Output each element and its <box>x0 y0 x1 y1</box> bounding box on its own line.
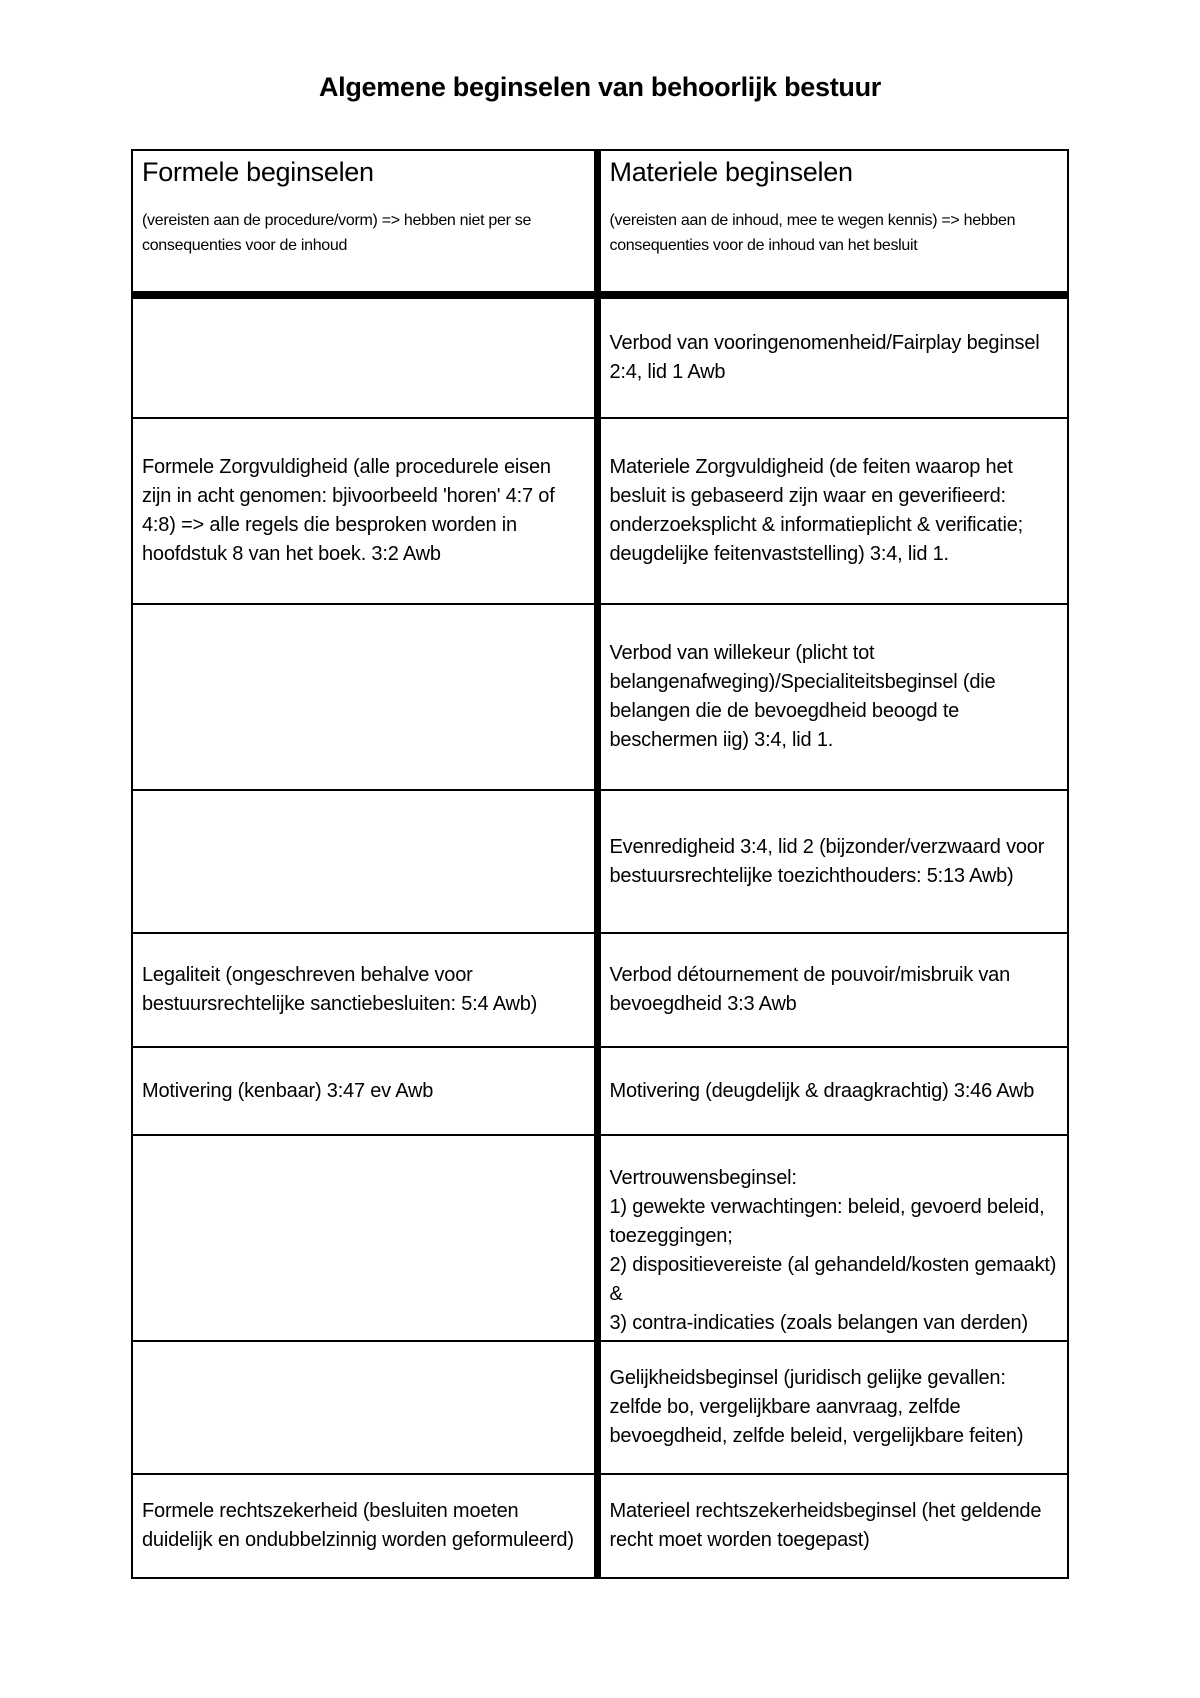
header-formal-title: Formele beginselen <box>142 157 374 187</box>
table-header-row <box>132 150 1068 295</box>
material-principle-cell: Verbod van vooringenomenheid/Fairplay beginsel 2:4, lid 1 Awb <box>597 295 1068 418</box>
table-row <box>132 1135 1068 1341</box>
material-principle-cell: Motivering (deugdelijk & draagkrachtig) 3:46 Awb <box>597 1047 1068 1135</box>
material-principle-cell: Verbod van willekeur (plicht tot belangenafweging)/Specialiteitsbeginsel (die belangen die de bevoegdheid beoogd te beschermen iig) 3:4, lid 1. <box>597 604 1068 790</box>
material-principle-cell: Vertrouwensbeginsel: 1) gewekte verwachtingen: beleid, gevoerd beleid, toezeggingen; 2) dispositievereiste (al gehandeld/kosten gemaakt) & 3) contra-indicaties (zoals belangen van derden) <box>597 1135 1068 1341</box>
header-formal-cell <box>132 150 597 295</box>
table-row <box>132 295 1068 418</box>
principles-table <box>131 149 1069 1579</box>
header-formal-description: (vereisten aan de procedure/vorm) => hebben niet per se consequenties voor de inhoud <box>142 212 532 254</box>
formal-principle-cell: Motivering (kenbaar) 3:47 ev Awb <box>132 1047 597 1135</box>
header-material-title: Materiele beginselen <box>609 157 853 187</box>
formal-principle-cell <box>132 790 597 933</box>
formal-principle-cell: Formele rechtszekerheid (besluiten moeten duidelijk en ondubbelzinnig worden geformuleerd) <box>132 1474 597 1578</box>
material-principle-cell: Materiele Zorgvuldigheid (de feiten waarop het besluit is gebaseerd zijn waar en geverifieerd: onderzoeksplicht & informatieplicht & verificatie; deugdelijke feitenvaststelling) 3:4, lid 1. <box>597 418 1068 604</box>
formal-principle-cell: Formele Zorgvuldigheid (alle procedurele eisen zijn in acht genomen: bjivoorbeeld 'horen' 4:7 of 4:8) => alle regels die besproken worden in hoofdstuk 8 van het boek. 3:2 Awb <box>132 418 597 604</box>
header-material-cell <box>597 150 1068 295</box>
table-row <box>132 933 1068 1047</box>
formal-principle-cell <box>132 295 597 418</box>
formal-principle-cell <box>132 1135 597 1341</box>
material-principle-cell: Materieel rechtszekerheidsbeginsel (het geldende recht moet worden toegepast) <box>597 1474 1068 1578</box>
material-principle-cell: Gelijkheidsbeginsel (juridisch gelijke gevallen: zelfde bo, vergelijkbare aanvraag, zelfde bevoegdheid, zelfde beleid, vergelijkbare feiten) <box>597 1341 1068 1474</box>
table-row <box>132 1341 1068 1474</box>
formal-principle-cell <box>132 604 597 790</box>
formal-principle-cell: Legaliteit (ongeschreven behalve voor bestuursrechtelijke sanctiebesluiten: 5:4 Awb) <box>132 933 597 1047</box>
header-material-description: (vereisten aan de inhoud, mee te wegen kennis) => hebben consequenties voor de inhoud van het besluit <box>609 212 1016 254</box>
formal-principle-cell <box>132 1341 597 1474</box>
table-row <box>132 418 1068 604</box>
table-row <box>132 1047 1068 1135</box>
material-principle-cell: Evenredigheid 3:4, lid 2 (bijzonder/verzwaard voor bestuursrechtelijke toezichthouders: 5:13 Awb) <box>597 790 1068 933</box>
document-title: Algemene beginselen van behoorlijk bestuur <box>318 72 882 102</box>
material-principle-cell: Verbod détournement de pouvoir/misbruik van bevoegdheid 3:3 Awb <box>597 933 1068 1047</box>
table-row <box>132 790 1068 933</box>
table-row <box>132 604 1068 790</box>
table-row <box>132 1474 1068 1578</box>
